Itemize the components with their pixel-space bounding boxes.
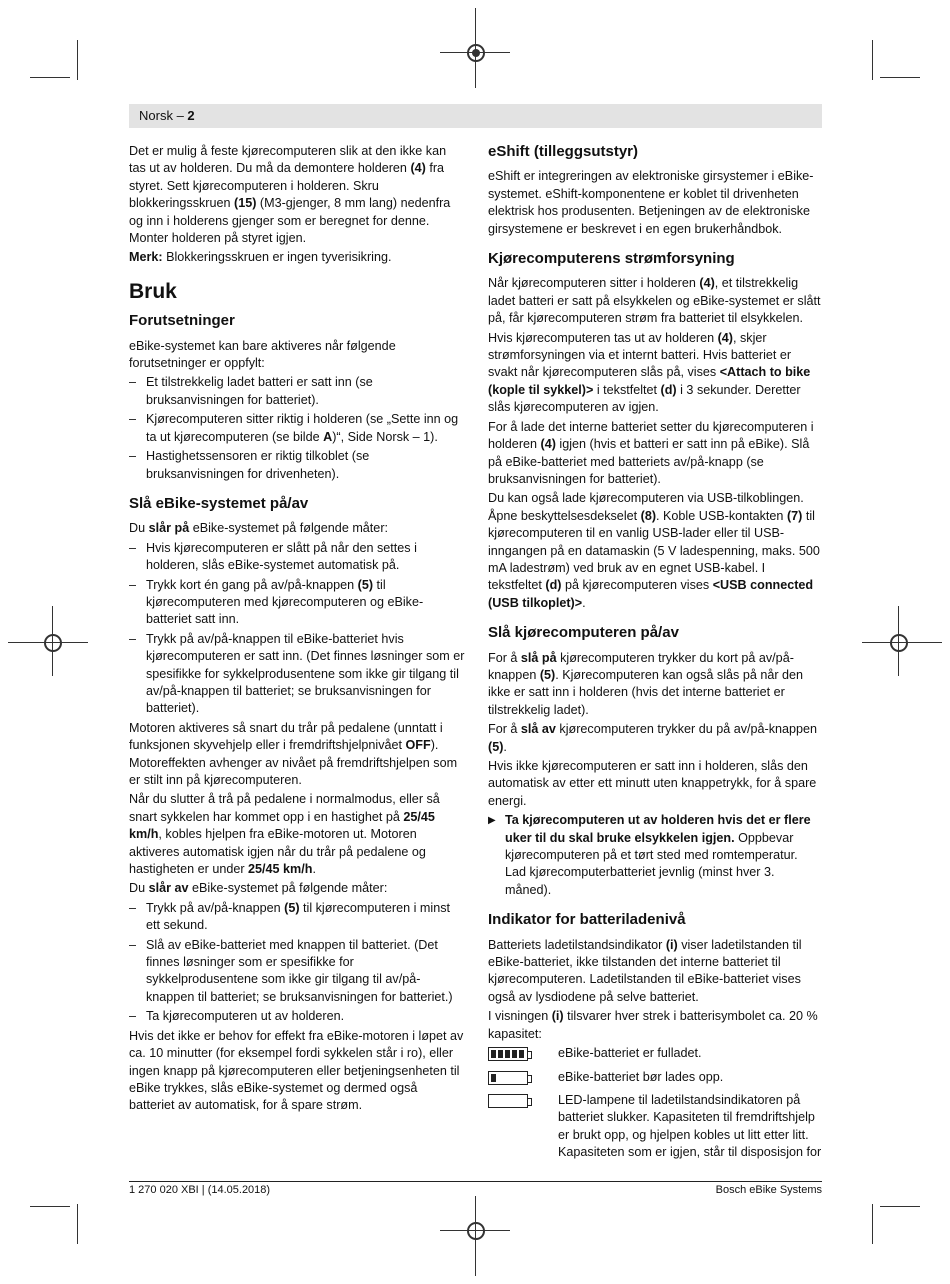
crop-mark [30,77,70,78]
crop-mark [880,1206,920,1207]
paragraph: Du kan også lade kjørecomputeren via USB-tilkoblingen. Åpne beskyttelsesdekselet (8). Koble USB-kontakten (7) til kjørecomputeren til en vanlig USB-lader eller til USB-inngangen på en datamaskin (5 V ladespenning, maks. 500 mA ladestrøm) ved bruk av en egnet USB-kabel. I tekstfeltet (d) på kjørecomputeren vises <USB connected (USB tilkoplet)>. [488,491,820,610]
subsection-heading: eShift (tilleggsutstyr) [488,143,639,160]
registration-mark-left [44,634,62,652]
registration-mark-bottom [467,1222,485,1240]
battery-level-text: LED-lampene til ladetilstandsindikatoren på batteriet slukker. Kapasiteten til fremdriftshjelp er brukt opp, og hjelpen kobles ut litt etter litt. Kapasiteten som er igjen, står til disposisjon for [558,1092,822,1160]
list-item: – Trykk kort én gang på av/på-knappen (5) til kjørecomputeren med kjørecomputeren og eBike-batteriet satt inn. [129,577,465,629]
paragraph: Du slår av eBike-systemet på følgende måter: [129,881,388,896]
paragraph: Hvis ikke kjørecomputeren er satt inn i holderen, slås den automatisk av etter ett minutt uten knappetrykk, for å spare energi. [488,759,817,808]
subsection-heading: Kjørecomputerens strømforsyning [488,250,735,268]
battery-full-icon [488,1047,528,1061]
crop-mark [77,40,78,80]
battery-level-row [488,1069,822,1086]
footer-doc-number: 1 270 020 XBI | (14.05.2018) [129,1184,271,1196]
paragraph: For å slå på kjørecomputeren trykker du kort på av/på-knappen (5). Kjørecomputeren kan også slås på når den ikke er satt inn i holderen (hvis det interne batteriet er tilstrekkelig ladet). [488,650,804,717]
list-item: – Hvis kjørecomputeren er slått på når den settes i holderen, slås eBike-systemet automatisk på. [129,540,465,575]
switch-off-list [129,900,465,1026]
paragraph: For å lade det interne batteriet setter du kjørecomputeren i holderen (4) igjen (hvis et batteri er satt inn på eBike). Slå på eBike-batteriet med batteriets av/på-knapp (se bruksanvisningen for batteriet). [488,419,814,486]
paragraph: Motoren aktiveres så snart du trår på pedalene (unntatt i funksjonen skyvehjelp eller i fremdriftshjelpnivået OFF). Motoreffekten avhenger av nivået på fremdriftshjelpen som er stilt inn på kjørecomputeren. [129,720,458,787]
subsection-heading: Slå kjørecomputeren på/av [488,624,679,642]
list-item: – Slå av eBike-batteriet med knappen til batteriet. (Det finnes løsninger som er spesifikke for sykkelprodusentene som ikke gir tilgang til av/på-knappen til batteriet; se bruksanvisningen for batteriet.) [129,937,465,1007]
paragraph: I visningen (i) tilsvarer hver strek i batterisymbolet ca. 20 % kapasitet: [488,1009,818,1041]
paragraph: Når du slutter å trå på pedalene i normalmodus, eller så snart sykkelen har kommet opp i en hastighet på 25/45 km/h, kobles hjelpen fra eBike-motoren ut. Motoren aktiveres automatisk igjen når du trår på pedalene og hastigheten er under 25/45 km/h. [129,792,440,877]
list-item: – Kjørecomputeren sitter riktig i holderen (se „Sette inn og ta ut kjørecomputeren (se bilde A)“, Side Norsk – 1). [129,411,465,446]
battery-level-row [488,1092,822,1162]
paragraph: Batteriets ladetilstandsindikator (i) viser ladetilstanden til eBike-batteriet, ikke tilstanden det interne batteriet til kjørecomputeren. Ladetilstanden til eBike-batteriet vises også av lysdiodene på selve batteriet. [488,937,802,1004]
paragraph: For å slå av kjørecomputeren trykker du på av/på-knappen (5). [488,722,818,754]
subsection-heading: Indikator for batteriladenivå [488,911,686,929]
page-header-text: Norsk – 2 [139,108,195,123]
warning-note: ▶ Ta kjørecomputeren ut av holderen hvis det er flere uker til du skal bruke elsykkelen igjen. Oppbevar kjørecomputeren på et tørt sted med romtemperatur. Lad kjørecomputerbatteriet jevnlig (minst hver 3. måned). [488,813,811,897]
left-column [129,143,465,1117]
crop-mark [30,1206,70,1207]
footer-divider [129,1181,822,1182]
crop-mark [880,77,920,78]
paragraph: Det er mulig å feste kjørecomputeren slik at den ikke kan tas ut av holderen. Du må da demontere holderen (4) fra styret. Sett kjørecomputeren i holderen. Skru blokkeringsskruen (15) (M3-gjenger, 8 mm lang) nedenfra og inn i holderens gjenger som er beregnet for denne. Monter holderen på styret igjen. [129,144,451,246]
battery-empty-icon [488,1094,528,1108]
switch-on-list [129,540,465,718]
footer-brand: Bosch eBike Systems [715,1184,822,1196]
registration-mark-right [890,634,908,652]
battery-level-row [488,1045,822,1062]
paragraph: Du slår på eBike-systemet på følgende måter: [129,521,389,536]
subsection-heading: Slå eBike-systemet på/av [129,494,309,512]
paragraph: eShift er integreringen av elektroniske girsystemer i eBike-systemet. eShift-komponentene er koblet til drivenheten elektrisk hos produsenten. Betjeningen av de elektroniske girsystemene er beskrevet i en egen brukerhåndbok. [488,169,814,236]
list-item: – Hastighetssensoren er riktig tilkoblet (se bruksanvisningen for drivenheten). [129,448,465,483]
registration-mark-top-dot [472,49,480,57]
arrow-right-icon: ▶ [488,815,496,827]
subsection-heading: Forutsetninger [129,312,235,330]
list-item: – Ta kjørecomputeren ut av holderen. [129,1008,465,1025]
page-header [129,104,822,128]
paragraph: eBike-systemet kan bare aktiveres når følgende forutsetninger er oppfylt: [129,338,396,371]
battery-level-text: eBike-batteriet bør lades opp. [558,1069,724,1084]
section-heading-bruk: Bruk [129,279,177,303]
crop-mark [77,1204,78,1244]
right-column [488,143,822,1168]
crop-mark [872,40,873,80]
paragraph: Når kjørecomputeren sitter i holderen (4), et tilstrekkelig ladet batteri er satt på elsykkelen og eBike-systemet er slått på, får kjørecomputeren strøm fra batteriet til elsykkelen. [488,276,821,326]
list-item: – Trykk på av/på-knappen til eBike-batteriet hvis kjørecomputeren er satt inn. (Det finnes løsninger som er spesifikke for sykkelprodusentene som ikke gir tilgang til av/på-knappen til batteriet; se bruksanvisningen for batteriet). [129,631,465,718]
paragraph: Hvis kjørecomputeren tas ut av holderen (4), skjer strømforsyningen via et internt batteri. Hvis batteriet er svakt når kjørecomputeren slås på, vises <Attach to bike (kople til sykkel)> i tekstfeltet (d) i 3 sekunder. Deretter slås kjørecomputeren av igjen. [488,330,811,415]
battery-level-text: eBike-batteriet er fulladet. [558,1046,702,1061]
list-item: – Trykk på av/på-knappen (5) til kjørecomputeren i minst ett sekund. [129,900,465,935]
paragraph: Hvis det ikke er behov for effekt fra eBike-motoren i løpet av ca. 10 minutter (for eksempel fordi sykkelen står i ro), eller ingen knapp på kjørecomputeren eller betjeningsenheten til eBike trykkes, slås eBike-systemet og dermed også batteriet av automatisk, for å spare strøm. [129,1028,464,1113]
list-item: – Et tilstrekkelig ladet batteri er satt inn (se bruksanvisningen for batteriet). [129,374,465,409]
crop-mark [872,1204,873,1244]
note: Merk: Blokkeringsskruen er ingen tyverisikring. [129,250,392,265]
battery-low-icon [488,1071,528,1085]
prerequisite-list [129,374,465,482]
